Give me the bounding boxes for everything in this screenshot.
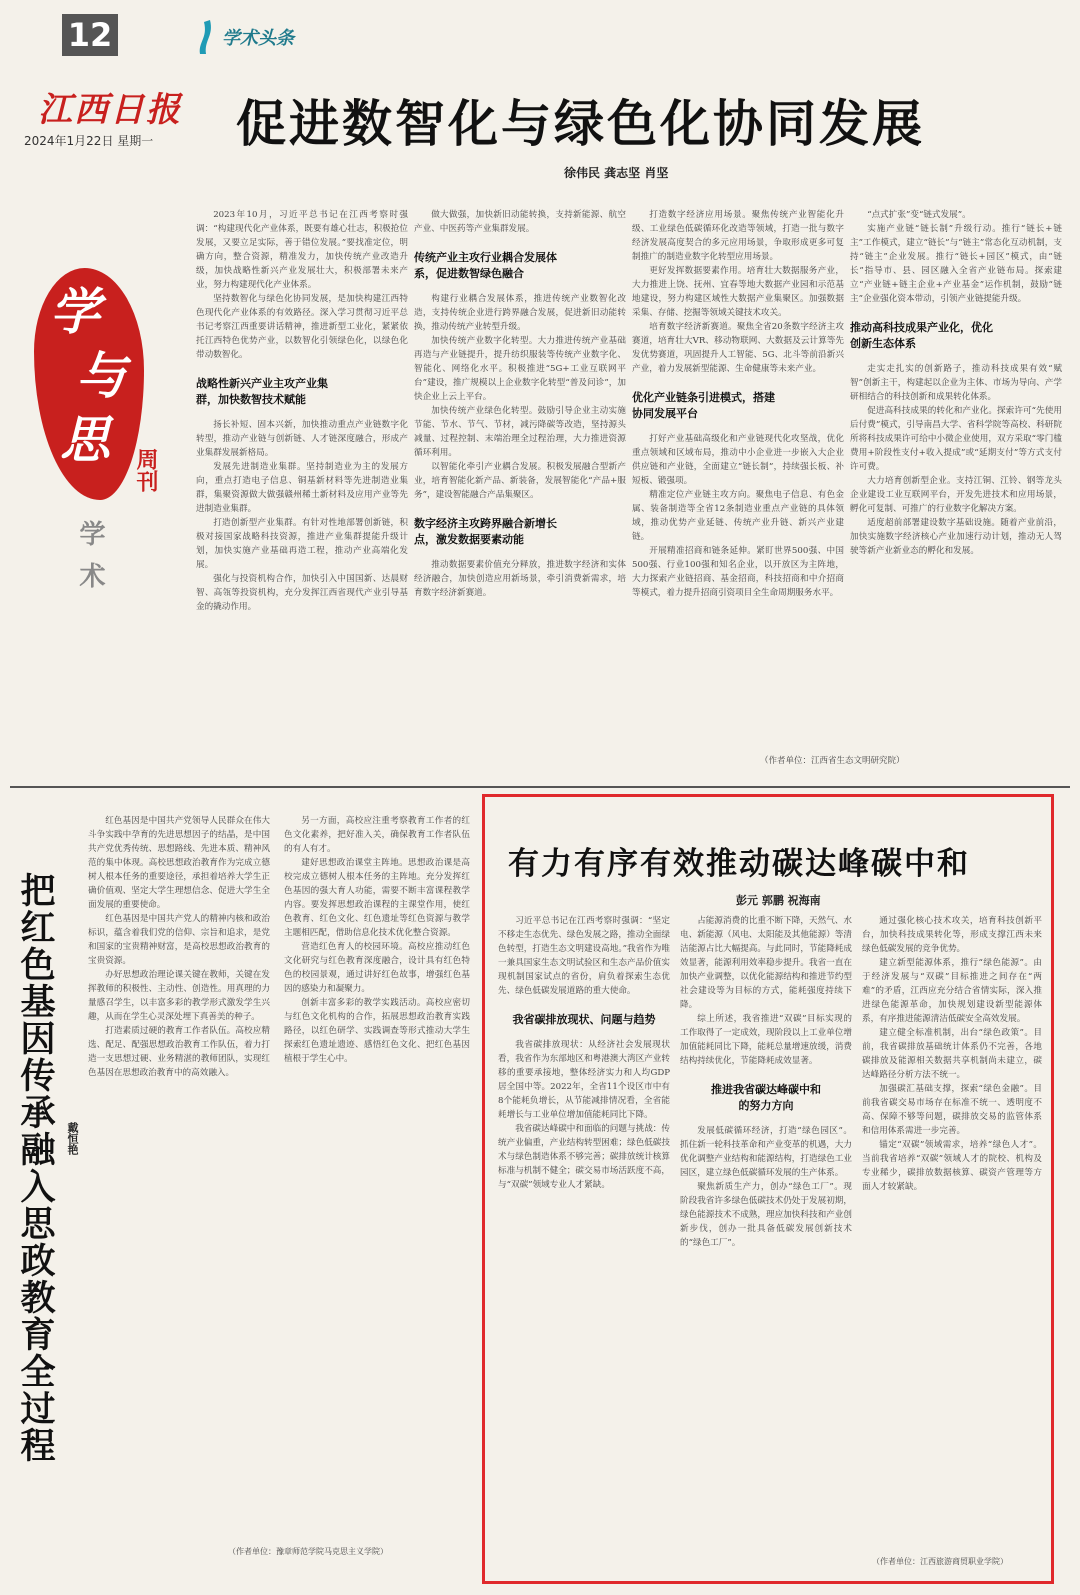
article3-column-2 xyxy=(680,914,852,1544)
article1-subheading-5: 推动高科技成果产业化，优化 创新生态体系 xyxy=(850,321,993,350)
article1-subheading-1: 战略性新兴产业主攻产业集 群，加快数智技术赋能 xyxy=(196,377,328,406)
article1-column-4 xyxy=(850,208,1062,748)
article3-authors: 彭元 郭鹏 祝海南 xyxy=(736,894,821,907)
paragraph: 发展低碳循环经济，打造“绿色园区”。抓住新一轮科技革命和产业变革的机遇，大力优化调整产业结构和能源结构，打造绿色工业园区，建立绿色低碳循环发展的生产体系。 xyxy=(680,1126,852,1178)
article1-subheading-4: 优化产业链条引进模式，搭建 协同发展平台 xyxy=(632,391,775,420)
paragraph: 聚焦新质生产力，创办“绿色工厂”。现阶段我省许多绿色低碳技术仍处于发展初期，绿色能源技术不成熟，理应加快科技和产业创新步伐，创办一批具备低碳发展创新技术的“绿色工厂”。 xyxy=(680,1182,852,1248)
article2-column-1 xyxy=(88,814,270,1539)
paragraph: 我省碳达峰碳中和面临的问题与挑战：传统产业偏重，产业结构转型困难；绿色低碳技术与绿色制造体系不够完善；碳排放统计核算标准与机制不健全；碳交易市场活跃度不高，与“双碳”领域专业人才紧缺。 xyxy=(498,1124,670,1190)
paragraph: 营造红色育人的校园环境。高校应推动红色文化研究与红色教育深度融合，设计具有红色特色的校园景观，通过讲好红色故事，增强红色基因的感染力和凝聚力。 xyxy=(284,942,470,994)
paragraph: 以智能化牵引产业耦合发展。积极发展融合型新产业，培育智能化新产品、新装备，发展智能化“产品+服务”，建设智能融合产品集聚区。 xyxy=(414,462,626,500)
paragraph: 办好思想政治理论课关键在教师，关键在发挥教师的积极性、主动性、创造性。用真理的力量感召学生，以丰富多彩的教学形式激发学生兴趣，从而在学生心灵深处埋下真善美的种子。 xyxy=(88,970,270,1022)
logo-char: 与 xyxy=(76,346,126,405)
paragraph: 促进高科技成果的转化和产业化。探索许可“先使用后付费”模式，引导南昌大学、省科学院等高校、科研院所将科技成果许可给中小微企业使用，双方采取“零门槛费用+阶段性支付+收入提成”或“延期支付”等方式支付许可费。 xyxy=(850,406,1062,472)
newspaper-name: 江西日报 xyxy=(38,90,182,130)
page-number: 12 xyxy=(62,14,118,56)
paragraph: 实施产业链“链长制”升级行动。推行“链长+链主”工作模式，建立“链长”与“链主”常态化互动机制，支持“链主”企业发展。推行“链长+园区”模式，由“链长”指导市、县、园区融入全省产业链布局。探索建立“产业链+链主企业+产业基金”运作机制，鼓励“链主”企业强化资本带动，引领产业链提能升级。 xyxy=(850,224,1062,304)
paragraph: 我省碳排放现状：从经济社会发展现状看，我省作为东部地区和粤港澳大湾区产业转移的重要承接地，整体经济实力和人均GDP居全国中等。2022年，全省11个设区市中有8个能耗负增长，从节能减排情况看，全省能耗增长与工业单位增加值能耗同比下降。 xyxy=(498,1040,670,1120)
paragraph: “点式扩张”变“链式发展”。 xyxy=(867,210,971,220)
article1-title: 促进数智化与绿色化协同发展 xyxy=(236,95,925,153)
paragraph: 加强碳汇基础支撑，探索“绿色金融”。目前我省碳交易市场存在标准不统一、透明度不高、保障不够等问题，碳排放交易的监管体系和信用体系需进一步完善。 xyxy=(862,1084,1042,1136)
paragraph: 更好发挥数据要素作用。培育壮大数据服务产业，大力推进上饶、抚州、宜春等地大数据产业园和示范基地建设，努力构建区域性大数据产业集聚区。加强数据采集、存储、挖掘等领域关键技术攻关。 xyxy=(632,266,844,318)
paragraph: 打造数字经济应用场景。聚焦传统产业智能化升级、工业绿色低碳循环化改造等领域，打造一批与数字经济发展高度契合的多元应用场景，争取形成更多可复制推广的制造业数字化转型应用场景。 xyxy=(632,210,844,262)
paragraph: 精准定位产业链主攻方向。聚焦电子信息、有色金属、装备制造等全省12条制造业重点产业链的具体领域，推动优势产业延链、传统产业升链、新兴产业建链。 xyxy=(632,490,844,542)
article1-column-2 xyxy=(414,208,626,763)
article1-subheading-3: 数字经济主攻跨界融合新增长 点，激发数据要素动能 xyxy=(414,517,557,546)
article3-subheading-1: 我省碳排放现状、问题与趋势 xyxy=(512,1013,656,1026)
publication-date: 2024年1月22日 星期一 xyxy=(24,134,154,148)
article2-byline: （作者单位：豫章师范学院马克思主义学院） xyxy=(228,1547,388,1556)
article1-column-1 xyxy=(196,208,408,763)
logo-char: 思 xyxy=(60,410,110,469)
column-category-label: 学术 xyxy=(75,520,105,604)
paragraph: 加快传统产业数字化转型。大力推进传统产业基础再造与产业链提升，提升纺织服装等传统产业数字化、智能化、网络化水平。积极推进“5G+工业互联网平台”建设，推广规模以上企业数字化转型“普及问诊”，加快企业上云上平台。 xyxy=(414,336,626,402)
article3-subheading-2: 推进我省碳达峰碳中和 的努力方向 xyxy=(711,1083,821,1112)
article1-authors: 徐伟民 龚志坚 肖坚 xyxy=(564,166,669,180)
article1-subheading-2: 传统产业主攻行业耦合发展体 系，促进数智绿色融合 xyxy=(414,251,557,280)
section-name: 学术头条 xyxy=(222,28,294,49)
paragraph: 构建行业耦合发展体系，推进传统产业数智化改造，支持传统企业进行跨界融合发展，促进新旧动能转换，推动传统产业转型升级。 xyxy=(414,294,626,332)
paragraph: 红色基因是中国共产党领导人民群众在伟大斗争实践中孕育的先进思想因子的结晶，是中国共产党优秀传统、思想路线、先进本质、精神风范的集中体现。高校思想政治教育作为完成立德树人根本任务的重要途径，承担着培养大学生正确价值观、坚定大学生理想信念、促进大学生全面发展的重要使命。 xyxy=(88,816,270,910)
paragraph: 大力培育创新型企业。支持江铜、江铃、钢等龙头企业建设工业互联网平台，开发先进技术和应用场景，孵化可复制、可推广的行业数字化解决方案。 xyxy=(850,476,1062,514)
paragraph: 发展先进制造业集群。坚持制造业为主的发展方向，重点打造电子信息、铜基新材料等先进制造业集群，集聚资源做大做强赣州稀土新材料及应用产业等先进制造业集群。 xyxy=(196,462,408,514)
paragraph: 加快传统产业绿色化转型。鼓励引导企业主动实施节能、节水、节气、节材，减污降碳等改造，坚持源头减量、过程控制、末端治理全过程治理，大力推进资源循环利用。 xyxy=(414,406,626,458)
article2-column-2 xyxy=(284,814,470,1539)
paragraph: 适度超前部署建设数字基础设施。随着产业前沿，加快实施数字经济核心产业加速行动计划，推动无人驾驶等新产业新业态的孵化和发展。 xyxy=(850,518,1062,556)
paragraph: 占能源消费的比重不断下降，天然气、水电、新能源（风电、太阳能及其他能源）等清洁能源占比大幅提高。与此同时，节能降耗成效显著，能源利用效率稳步提升。我省一直在加快产业调整，以优化能源结构和推进节约型社会建设等为目标的方式，能耗强度持续下降。 xyxy=(680,916,852,1010)
article1-column-3 xyxy=(632,208,844,763)
paragraph: 开展精准招商和链条延伸。紧盯世界500强、中国500强、行业100强和知名企业，以开放区为主阵地，大力探索产业链招商、基金招商，科技招商和中介招商等模式，着力提升招商引资项目全生命周期服务水平。 xyxy=(632,546,844,598)
paragraph: 做大做强，加快新旧动能转换，支持新能源、航空产业、中医药等产业集群发展。 xyxy=(414,210,626,234)
article1-byline: （作者单位：江西省生态文明研究院） xyxy=(760,756,905,766)
paragraph: 通过强化核心技术攻关，培育科技创新平台，加快科技成果转化等，形成支撑江西未来绿色低碳发展的竞争优势。 xyxy=(862,916,1042,954)
article3-column-1 xyxy=(498,914,670,1544)
article3-column-3 xyxy=(862,914,1042,1546)
paragraph: 坚持数智化与绿色化协同发展，是加快构建江西特色现代化产业体系的有效路径。深入学习贯彻习近平总书记考察江西重要讲话精神，推进新型工业化，紧紧依托江西特色优势产业，以数智化引领绿色化，以绿色化带动数智化。 xyxy=(196,294,408,360)
paragraph: 推动数据要素价值充分释放，推进数字经济和实体经济融合，加快创造应用新场景，牵引消费新需求，培育数字经济新赛道。 xyxy=(414,560,626,598)
article2-author: 戴恒艳 xyxy=(66,1122,79,1155)
wave-logo-icon xyxy=(196,18,218,56)
paragraph: 锚定“双碳”领域需求，培养“绿色人才”。当前我省培养“双碳”领域人才的院校、机构及专业稀少，碳排放数据核算、碳资产管理等方面人才较紧缺。 xyxy=(862,1140,1042,1192)
section-divider xyxy=(10,786,1070,788)
paragraph: 打造创新型产业集群。有针对性地部署创新链，积极对接国家战略科技资源，推进产业集群提能升级计划，加快实施产业基础再造工程，推动产业高端化发展。 xyxy=(196,518,408,570)
paragraph: 强化与投资机构合作，加快引入中国国新、达晨财智、高瓴等投资机构，充分发挥江西省现代产业引导基金的撬动作用。 xyxy=(196,574,408,612)
article2-title: 把红色基因传承融入思政教育全过程 xyxy=(15,872,55,1464)
paragraph: 建立新型能源体系，推行“绿色能源”。由于经济发展与“双碳”目标推进之间存在“两难”的矛盾，江西应充分结合省情实际，深入推进绿色能源革命，加快规划建设新型能源体系，有序推进能源清洁低碳安全高效发展。 xyxy=(862,958,1042,1024)
paragraph: 扬长补短、固本兴新，加快推动重点产业链数字化转型，推动产业链与创新链、人才链深度融合，形成产业集群发展新格局。 xyxy=(196,420,408,458)
paragraph: 2023年10月，习近平总书记在江西考察时强调：“构建现代化产业体系，既要有雄心壮志，积极抢位发展，又要立足实际，善于错位发展。”要找准定位，明确方向，整合资源，精准发力，加快传统产业改造升级，加快战略性新兴产业发展壮大，积极部署未来产业，努力构建现代化产业体系。 xyxy=(196,210,408,290)
paragraph: 创新丰富多彩的教学实践活动。高校应密切与红色文化机构的合作，拓展思想政治教育实践路径，以红色研学、实践调查等形式推动大学生探索红色遗址遗迹、感悟红色文化、把红色基因植根于学生心中。 xyxy=(284,998,470,1064)
column-logo-characters xyxy=(50,280,126,472)
paragraph: 走实走扎实的创新路子，推动科技成果有效“赋智”创新主干，构建起以企业为主体、市场为导向、产学研相结合的科技创新和成果转化体系。 xyxy=(850,364,1062,402)
paragraph: 培育数字经济新赛道。聚焦全省20条数字经济主攻赛道，培育壮大VR、移动物联网、大数据及云计算等先发优势赛道，巩固提升人工智能、5G、北斗等前沿新兴产业，着力发展新型能源、生命健康等未来产业。 xyxy=(632,322,844,374)
paragraph: 综上所述，我省推进“双碳”目标实现的工作取得了一定成效，现阶段以上工业单位增加值能耗同比下降，能耗总量增速放缓，消费结构持续优化，节能降耗成效显著。 xyxy=(680,1014,852,1066)
paragraph: 建立健全标准机制，出台“绿色政策”。目前，我省碳排放基础统计体系仍不完善，各地碳排放及能源相关数据共享机制尚未建立，碳达峰路径分析方法不统一。 xyxy=(862,1028,1042,1080)
paragraph: 习近平总书记在江西考察时强调：“坚定不移走生态优先、绿色发展之路，推动全面绿色转型，打造生态文明建设高地。”我省作为唯一兼具国家生态文明试验区和生态产品价值实现机制国家试点的省份，肩负着探索生态优先、绿色低碳发展道路的重大使命。 xyxy=(498,916,670,996)
section-logo xyxy=(196,14,296,60)
paragraph: 红色基因是中国共产党人的精神内核和政治标识，蕴含着我们党的信仰、宗旨和追求，是党和国家的宝贵精神财富，是高校思想政治教育的宝贵资源。 xyxy=(88,914,270,966)
column-weekly-label: 周刊 xyxy=(133,448,158,492)
paragraph: 打好产业基础高级化和产业链现代化攻坚战，优化重点领域和区域布局，推动中小企业进一步嵌入大企业供应链和产业链，全面建立“链长制”，持续强长板、补短板、锻强项。 xyxy=(632,434,844,486)
paragraph: 建好思想政治课堂主阵地。思想政治课是高校完成立德树人根本任务的主阵地。充分发挥红色基因的强大育人功能，需要不断丰富课程教学内容。要发挥思想政治课程的主课堂作用，使红色教育、红色文化、红色遗址等红色资源与教学主题相匹配，借助信息化技术优化整合资源。 xyxy=(284,858,470,938)
paragraph: 另一方面，高校应注重考察教育工作者的红色文化素养，把好准入关，确保教育工作者队伍的有人有才。 xyxy=(284,816,470,854)
article3-title: 有力有序有效推动碳达峰碳中和 xyxy=(508,846,970,882)
paragraph: 打造素质过硬的教育工作者队伍。高校应精选、配足、配强思想政治教育工作队伍，着力打造一支思想过硬、业务精湛的教师团队，实现红色基因在思想政治教育中的高效融入。 xyxy=(88,1026,270,1078)
logo-char: 学 xyxy=(50,282,100,341)
article3-byline: （作者单位：江西旅游商贸职业学院） xyxy=(872,1557,1008,1566)
